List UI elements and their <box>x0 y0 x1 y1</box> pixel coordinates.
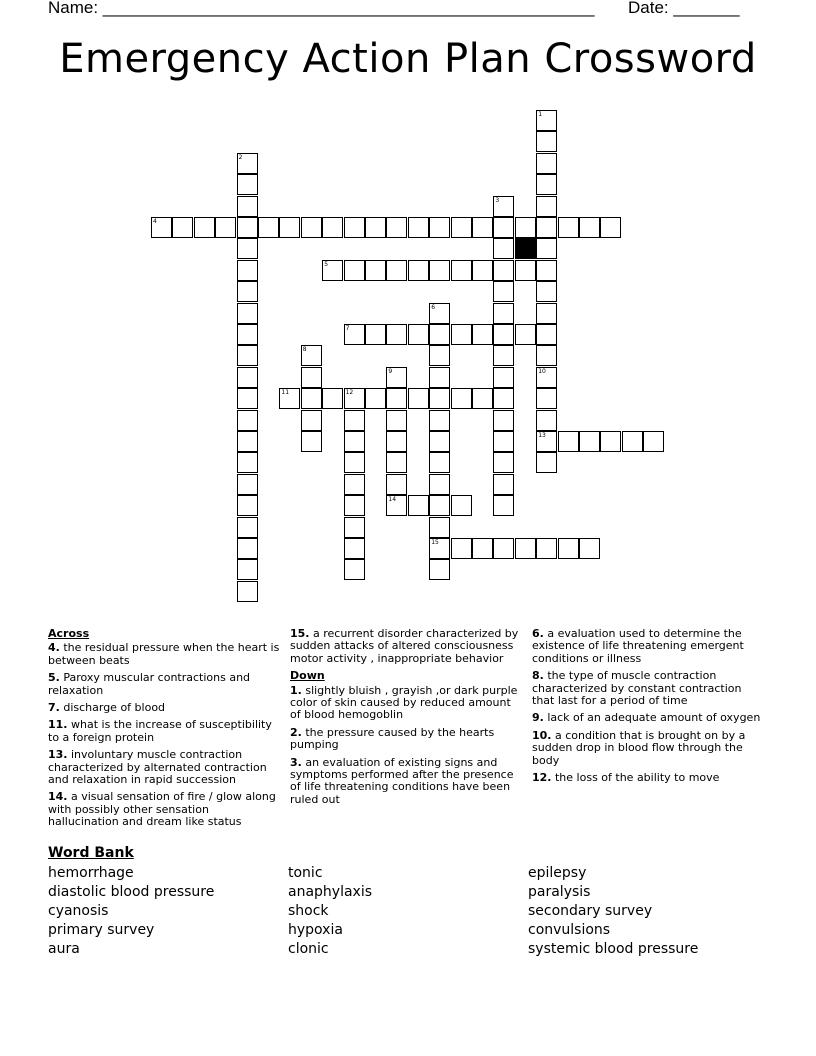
grid-cell[interactable] <box>558 217 579 238</box>
clue-number: 15. <box>290 627 310 640</box>
grid-cell[interactable] <box>408 388 429 409</box>
clue-number: 2 <box>238 153 243 161</box>
grid-cell[interactable] <box>237 367 258 388</box>
word-bank-item: primary survey <box>48 922 155 938</box>
grid-cell[interactable] <box>237 431 258 452</box>
clue-text: an evaluation of existing signs and symptoms performed after the presence of life threatening conditions have been ruled out <box>290 755 514 806</box>
clue-number: 4. <box>48 641 60 655</box>
clue-number: 14. <box>48 790 68 804</box>
grid-cell[interactable] <box>451 324 472 345</box>
grid-cell[interactable] <box>429 452 450 473</box>
clue-text: involuntary muscle contraction characterized by alternated contraction and relaxation in rapid succession <box>48 748 267 787</box>
word-bank-item: hypoxia <box>288 922 343 938</box>
clue-text: Paroxy muscular contractions and relaxation <box>48 671 251 697</box>
grid-cell[interactable] <box>237 281 258 302</box>
clue-item <box>532 670 764 707</box>
grid-cell[interactable] <box>536 110 557 131</box>
grid-cell[interactable] <box>386 324 407 345</box>
grid-cell[interactable] <box>429 495 450 516</box>
grid-cell[interactable] <box>237 474 258 495</box>
clue-number: 5 <box>324 260 329 268</box>
word-bank-item: epilepsy <box>528 865 587 881</box>
grid-cell[interactable] <box>322 388 343 409</box>
clue-number: 10. <box>532 728 552 742</box>
grid-cell[interactable] <box>386 260 407 281</box>
clue-number: 1 <box>538 111 543 118</box>
clue-text: a recurrent disorder characterized by sudden attacks of altered consciousness motor activity , inappropriate behavior <box>290 627 519 665</box>
grid-cell[interactable] <box>344 452 365 473</box>
word-bank-column <box>528 864 698 959</box>
grid-cell[interactable] <box>386 474 407 495</box>
clue-number: 10 <box>538 367 546 375</box>
grid-cell[interactable] <box>536 238 557 259</box>
grid-cell[interactable] <box>344 559 365 580</box>
grid-cell[interactable] <box>622 431 643 452</box>
grid-cell[interactable] <box>515 217 536 238</box>
grid-cell[interactable] <box>408 495 429 516</box>
grid-cell[interactable] <box>536 281 557 302</box>
down-heading: Down <box>290 669 325 683</box>
grid-cell[interactable] <box>237 196 258 217</box>
grid-cell[interactable] <box>536 303 557 324</box>
clue-number: 7. <box>48 701 60 715</box>
clue-number: 12 <box>345 389 354 397</box>
grid-cell[interactable] <box>386 495 407 516</box>
grid-cell[interactable] <box>451 495 472 516</box>
grid-cell[interactable] <box>536 260 557 281</box>
grid-cell[interactable] <box>344 474 365 495</box>
grid-cell[interactable] <box>472 260 493 281</box>
grid-cell[interactable] <box>386 367 407 388</box>
name-field-label: Name: ____________________________________________________ <box>48 0 595 17</box>
grid-cell[interactable] <box>451 217 472 238</box>
grid-cell[interactable] <box>451 538 472 559</box>
word-bank-item: paralysis <box>528 884 591 900</box>
grid-cell[interactable] <box>237 153 258 174</box>
grid-cell[interactable] <box>472 217 493 238</box>
grid-cell[interactable] <box>237 174 258 195</box>
grid-cell[interactable] <box>493 345 514 366</box>
grid-cell[interactable] <box>493 495 514 516</box>
grid-cell[interactable] <box>536 174 557 195</box>
grid-cell[interactable] <box>429 517 450 538</box>
clue-number: 8. <box>532 669 544 683</box>
grid-cell[interactable] <box>536 431 557 452</box>
grid-cell[interactable] <box>536 452 557 473</box>
grid-cell[interactable] <box>429 559 450 580</box>
grid-cell[interactable] <box>344 517 365 538</box>
grid-cell[interactable] <box>536 410 557 431</box>
grid-cell[interactable] <box>344 324 365 345</box>
grid-cell[interactable] <box>493 238 514 259</box>
grid-cell[interactable] <box>365 217 386 238</box>
grid-cell[interactable] <box>344 260 365 281</box>
grid-cell[interactable] <box>536 538 557 559</box>
clue-number: 14 <box>388 496 397 504</box>
grid-cell[interactable] <box>493 281 514 302</box>
clue-text: what is the increase of susceptibility to a foreign protein <box>48 718 272 744</box>
clue-item <box>532 730 764 767</box>
word-bank-item: secondary survey <box>528 903 653 919</box>
grid-cell[interactable] <box>472 538 493 559</box>
grid-cell[interactable] <box>429 538 450 559</box>
clue-text: a condition that is brought on by a sudden drop in blood flow through the body <box>532 728 746 767</box>
grid-cell[interactable] <box>237 410 258 431</box>
grid-cell[interactable] <box>493 217 514 238</box>
grid-cell[interactable] <box>301 217 322 238</box>
clue-number: 11 <box>281 389 290 397</box>
clue-number: 3. <box>290 755 302 769</box>
grid-cell[interactable] <box>386 217 407 238</box>
grid-cell[interactable] <box>408 324 429 345</box>
clue-text: the loss of the ability to move <box>551 771 720 785</box>
clue-number: 5. <box>48 671 60 685</box>
grid-cell[interactable] <box>429 474 450 495</box>
word-bank-item: systemic blood pressure <box>528 941 699 957</box>
clue-text: a evaluation used to determine the existence of life threatening emergent conditions or illness <box>532 627 744 665</box>
grid-cell[interactable] <box>237 217 258 238</box>
word-bank-item: cyanosis <box>48 903 109 919</box>
grid-cell[interactable] <box>237 388 258 409</box>
clue-text: lack of an adequate amount of oxygen <box>543 711 761 725</box>
grid-cell[interactable] <box>301 410 322 431</box>
word-bank-item: aura <box>48 941 80 957</box>
grid-cell[interactable] <box>237 581 258 602</box>
grid-cell[interactable] <box>237 538 258 559</box>
clue-item <box>532 628 764 665</box>
clue-item <box>48 642 280 667</box>
grid-cell[interactable] <box>194 217 215 238</box>
grid-cell[interactable] <box>408 217 429 238</box>
grid-cell[interactable] <box>237 517 258 538</box>
grid-cell[interactable] <box>493 388 514 409</box>
grid-cell[interactable] <box>536 217 557 238</box>
grid-cell[interactable] <box>536 153 557 174</box>
grid-cell[interactable] <box>493 410 514 431</box>
grid-cell[interactable] <box>429 260 450 281</box>
grid-cell[interactable] <box>493 196 514 217</box>
clue-text: discharge of blood <box>59 701 166 715</box>
grid-cell[interactable] <box>322 260 343 281</box>
clue-number: 2. <box>290 725 302 739</box>
grid-cell[interactable] <box>536 388 557 409</box>
grid-cell[interactable] <box>493 452 514 473</box>
grid-cell[interactable] <box>493 324 514 345</box>
grid-cell[interactable] <box>536 131 557 152</box>
clue-item <box>532 712 764 724</box>
grid-cell[interactable] <box>451 388 472 409</box>
grid-cell[interactable] <box>258 217 279 238</box>
grid-cell[interactable] <box>215 217 236 238</box>
grid-cell[interactable] <box>237 345 258 366</box>
grid-cell[interactable] <box>386 410 407 431</box>
grid-cell[interactable] <box>429 345 450 366</box>
grid-cell[interactable] <box>237 559 258 580</box>
grid-cell[interactable] <box>579 217 600 238</box>
grid-cell[interactable] <box>536 345 557 366</box>
grid-cell[interactable] <box>151 217 172 238</box>
date-field-label: Date: _______ <box>628 0 740 17</box>
grid-cell[interactable] <box>301 431 322 452</box>
grid-cell[interactable] <box>600 431 621 452</box>
word-bank-item: diastolic blood pressure <box>48 884 215 900</box>
grid-cell[interactable] <box>493 538 514 559</box>
clue-item <box>290 628 522 665</box>
grid-cell[interactable] <box>493 303 514 324</box>
clue-item <box>290 757 522 807</box>
word-bank-item: clonic <box>288 941 329 957</box>
clue-item <box>48 791 280 828</box>
word-bank-item: convulsions <box>528 922 611 938</box>
clue-number: 4 <box>153 218 157 225</box>
grid-cell[interactable] <box>493 260 514 281</box>
grid-cell[interactable] <box>237 260 258 281</box>
word-bank-item: tonic <box>288 865 323 881</box>
grid-cell[interactable] <box>429 367 450 388</box>
clue-number: 6 <box>431 303 436 311</box>
grid-cell[interactable] <box>472 324 493 345</box>
clue-item <box>290 727 522 752</box>
grid-cell[interactable] <box>344 431 365 452</box>
grid-cell[interactable] <box>579 431 600 452</box>
clue-number: 1. <box>290 683 302 697</box>
grid-cell[interactable] <box>429 324 450 345</box>
word-bank-title: Word Bank <box>48 845 134 861</box>
grid-cell[interactable] <box>515 260 536 281</box>
grid-cell[interactable] <box>301 345 322 366</box>
clue-text: the type of muscle contraction characterized by constant contraction that last for a period of time <box>532 669 742 708</box>
clue-item <box>532 772 764 784</box>
grid-cell[interactable] <box>365 388 386 409</box>
clue-number: 8 <box>302 346 307 354</box>
grid-cell[interactable] <box>365 324 386 345</box>
grid-cell[interactable] <box>429 303 450 324</box>
clue-item <box>48 719 280 744</box>
grid-cell[interactable] <box>344 388 365 409</box>
clues-column-1 <box>48 628 280 834</box>
grid-cell[interactable] <box>386 452 407 473</box>
clue-number: 11. <box>48 718 68 732</box>
grid-cell[interactable] <box>344 217 365 238</box>
grid-cell[interactable] <box>237 238 258 259</box>
grid-cell[interactable] <box>558 431 579 452</box>
word-bank-column <box>288 864 372 959</box>
grid-cell[interactable] <box>172 217 193 238</box>
grid-cell[interactable] <box>408 260 429 281</box>
grid-cell[interactable] <box>301 367 322 388</box>
grid-cell[interactable] <box>558 538 579 559</box>
clue-text: the residual pressure when the heart is between beats <box>48 641 280 667</box>
grid-cell[interactable] <box>429 388 450 409</box>
clue-item <box>290 685 522 722</box>
clue-text: a visual sensation of fire / glow along with possibly other sensation hallucination and dream like status <box>48 790 276 829</box>
grid-cell[interactable] <box>386 431 407 452</box>
grid-cell[interactable] <box>429 431 450 452</box>
grid-cell[interactable] <box>579 538 600 559</box>
clue-number: 6. <box>532 627 544 640</box>
grid-cell[interactable] <box>536 367 557 388</box>
word-bank-item: shock <box>288 903 329 919</box>
clue-number: 3 <box>495 196 500 204</box>
clues-column-3 <box>532 628 764 789</box>
clue-number: 13. <box>48 748 68 762</box>
grid-cell[interactable] <box>600 217 621 238</box>
grid-cell[interactable] <box>344 410 365 431</box>
grid-cell[interactable] <box>643 431 664 452</box>
word-bank-column <box>48 864 214 959</box>
grid-cell[interactable] <box>493 431 514 452</box>
grid-cell[interactable] <box>515 538 536 559</box>
clue-number: 15 <box>431 539 439 546</box>
grid-cell[interactable] <box>515 324 536 345</box>
clue-item <box>48 702 280 714</box>
clue-item <box>48 672 280 697</box>
grid-cell-blocked <box>515 238 536 259</box>
grid-cell[interactable] <box>344 538 365 559</box>
word-bank-item: hemorrhage <box>48 865 134 881</box>
clue-text: slightly bluish , grayish ,or dark purple color of skin caused by reduced amount of blood hemogoblin <box>290 683 518 722</box>
clue-text: the pressure caused by the hearts pumping <box>290 725 495 752</box>
clue-number: 12. <box>532 771 552 785</box>
grid-cell[interactable] <box>536 196 557 217</box>
grid-cell[interactable] <box>322 217 343 238</box>
grid-cell[interactable] <box>344 495 365 516</box>
grid-cell[interactable] <box>493 474 514 495</box>
grid-cell[interactable] <box>451 260 472 281</box>
page-title: Emergency Action Plan Crossword <box>59 36 757 82</box>
grid-cell[interactable] <box>301 388 322 409</box>
grid-cell[interactable] <box>493 367 514 388</box>
clue-item <box>48 749 280 786</box>
clue-number: 7 <box>345 325 350 332</box>
grid-cell[interactable] <box>429 217 450 238</box>
grid-cell[interactable] <box>472 388 493 409</box>
grid-cell[interactable] <box>279 217 300 238</box>
word-bank-item: anaphylaxis <box>288 884 373 900</box>
clue-number: 13 <box>538 432 546 439</box>
clue-number: 9. <box>532 711 544 725</box>
grid-cell[interactable] <box>429 410 450 431</box>
clues-column-2 <box>290 628 522 811</box>
clue-number: 9 <box>388 367 393 375</box>
grid-cell[interactable] <box>279 388 300 409</box>
grid-cell[interactable] <box>237 303 258 324</box>
grid-cell[interactable] <box>536 324 557 345</box>
across-heading: Across <box>48 627 90 640</box>
grid-cell[interactable] <box>237 324 258 345</box>
grid-cell[interactable] <box>365 260 386 281</box>
grid-cell[interactable] <box>237 452 258 473</box>
grid-cell[interactable] <box>237 495 258 516</box>
grid-cell[interactable] <box>386 388 407 409</box>
